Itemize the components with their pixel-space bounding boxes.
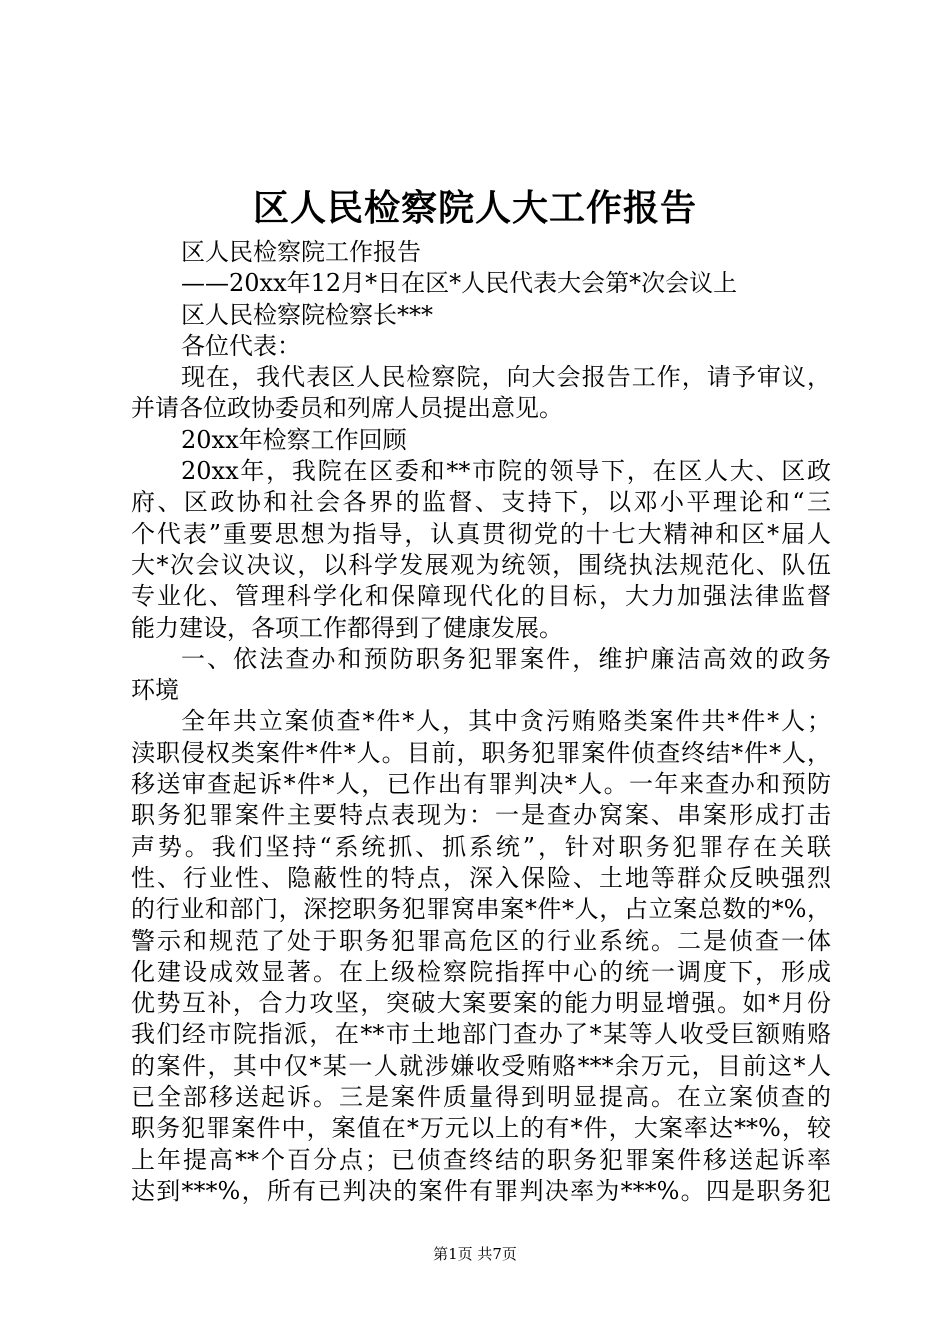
paragraph-line: 全年共立案侦查*件*人，其中贪污贿赂类案件共*件*人； (181, 707, 831, 736)
meeting-info-line: ——20xx年12月*日在区*人民代表大会第*次会议上 (181, 269, 738, 298)
paragraph-line: 的行业和部门，深挖职务犯罪窝串案*件*人，占立案总数的*%， (131, 895, 831, 924)
paragraph-line: 现在，我代表区人民检察院，向大会报告工作，请予审议， (181, 363, 831, 392)
paragraph-line: 警示和规范了处于职务犯罪高危区的行业系统。二是侦查一体 (131, 926, 831, 955)
paragraph-line: 的案件，其中仅*某一人就涉嫌收受贿赂***余万元，目前这*人 (131, 1051, 831, 1080)
section-heading-line: 一、依法查办和预防职务犯罪案件，维护廉洁高效的政务 (181, 644, 831, 673)
paragraph-line: 我们经市院指派，在**市土地部门查办了*某等人收受巨额贿赂 (131, 1020, 831, 1049)
section-heading-line: 环境 (131, 676, 179, 705)
document-body (131, 237, 831, 1207)
paragraph-line: 大*次会议决议，以科学发展观为统领，围绕执法规范化、队伍 (131, 550, 831, 579)
paragraph-line: 已全部移送起诉。三是案件质量得到明显提高。在立案侦查的 (131, 1083, 831, 1112)
paragraph-line: 达到***%，所有已判决的案件有罪判决率为***%。四是职务犯 (131, 1176, 831, 1205)
document-title: 区人民检察院人大工作报告 (252, 187, 697, 229)
paragraph-line: 专业化、管理科学化和保障现代化的目标，大力加强法律监督 (131, 582, 831, 611)
paragraph-line: 职务犯罪案件中，案值在*万元以上的有*件，大案率达**%，较 (131, 1114, 831, 1143)
paragraph-line: 府、区政协和社会各界的监督、支持下，以邓小平理论和“三 (131, 488, 831, 517)
paragraph-line: 个代表”重要思想为指导，认真贯彻党的十七大精神和区*届人 (131, 519, 831, 548)
report-name-line: 区人民检察院工作报告 (181, 238, 421, 266)
paragraph-line: 优势互补，合力攻坚，突破大案要案的能力明显增强。如*月份 (131, 989, 831, 1018)
paragraph-line: 化建设成效显著。在上级检察院指挥中心的统一调度下，形成 (131, 957, 831, 986)
salutation-line: 各位代表： (181, 331, 301, 360)
paragraph-line: 性、行业性、隐蔽性的特点，深入保险、土地等群众反映强烈 (131, 863, 831, 892)
paragraph-line: 能力建设，各项工作都得到了健康发展。 (131, 613, 563, 642)
paragraph-line: 并请各位政协委员和列席人员提出意见。 (131, 394, 563, 423)
paragraph-line: 移送审查起诉*件*人，已作出有罪判决*人。一年来查办和预防 (131, 770, 831, 799)
speaker-line: 区人民检察院检察长*** (181, 300, 433, 329)
paragraph-line: 20xx年，我院在区委和**市院的领导下，在区人大、区政 (181, 457, 831, 486)
paragraph-line: 渎职侵权类案件*件*人。目前，职务犯罪案件侦查终结*件*人， (131, 738, 831, 767)
paragraph-line: 上年提高**个百分点；已侦查终结的职务犯罪案件移送起诉率 (131, 1145, 831, 1174)
paragraph-line: 声势。我们坚持“系统抓、抓系统”，针对职务犯罪存在关联 (131, 832, 831, 861)
section-heading-line: 20xx年检察工作回顾 (181, 425, 407, 454)
paragraph-line: 职务犯罪案件主要特点表现为：一是查办窝案、串案形成打击 (131, 801, 831, 830)
page-footer: 第1页 共7页 (433, 1245, 517, 1263)
